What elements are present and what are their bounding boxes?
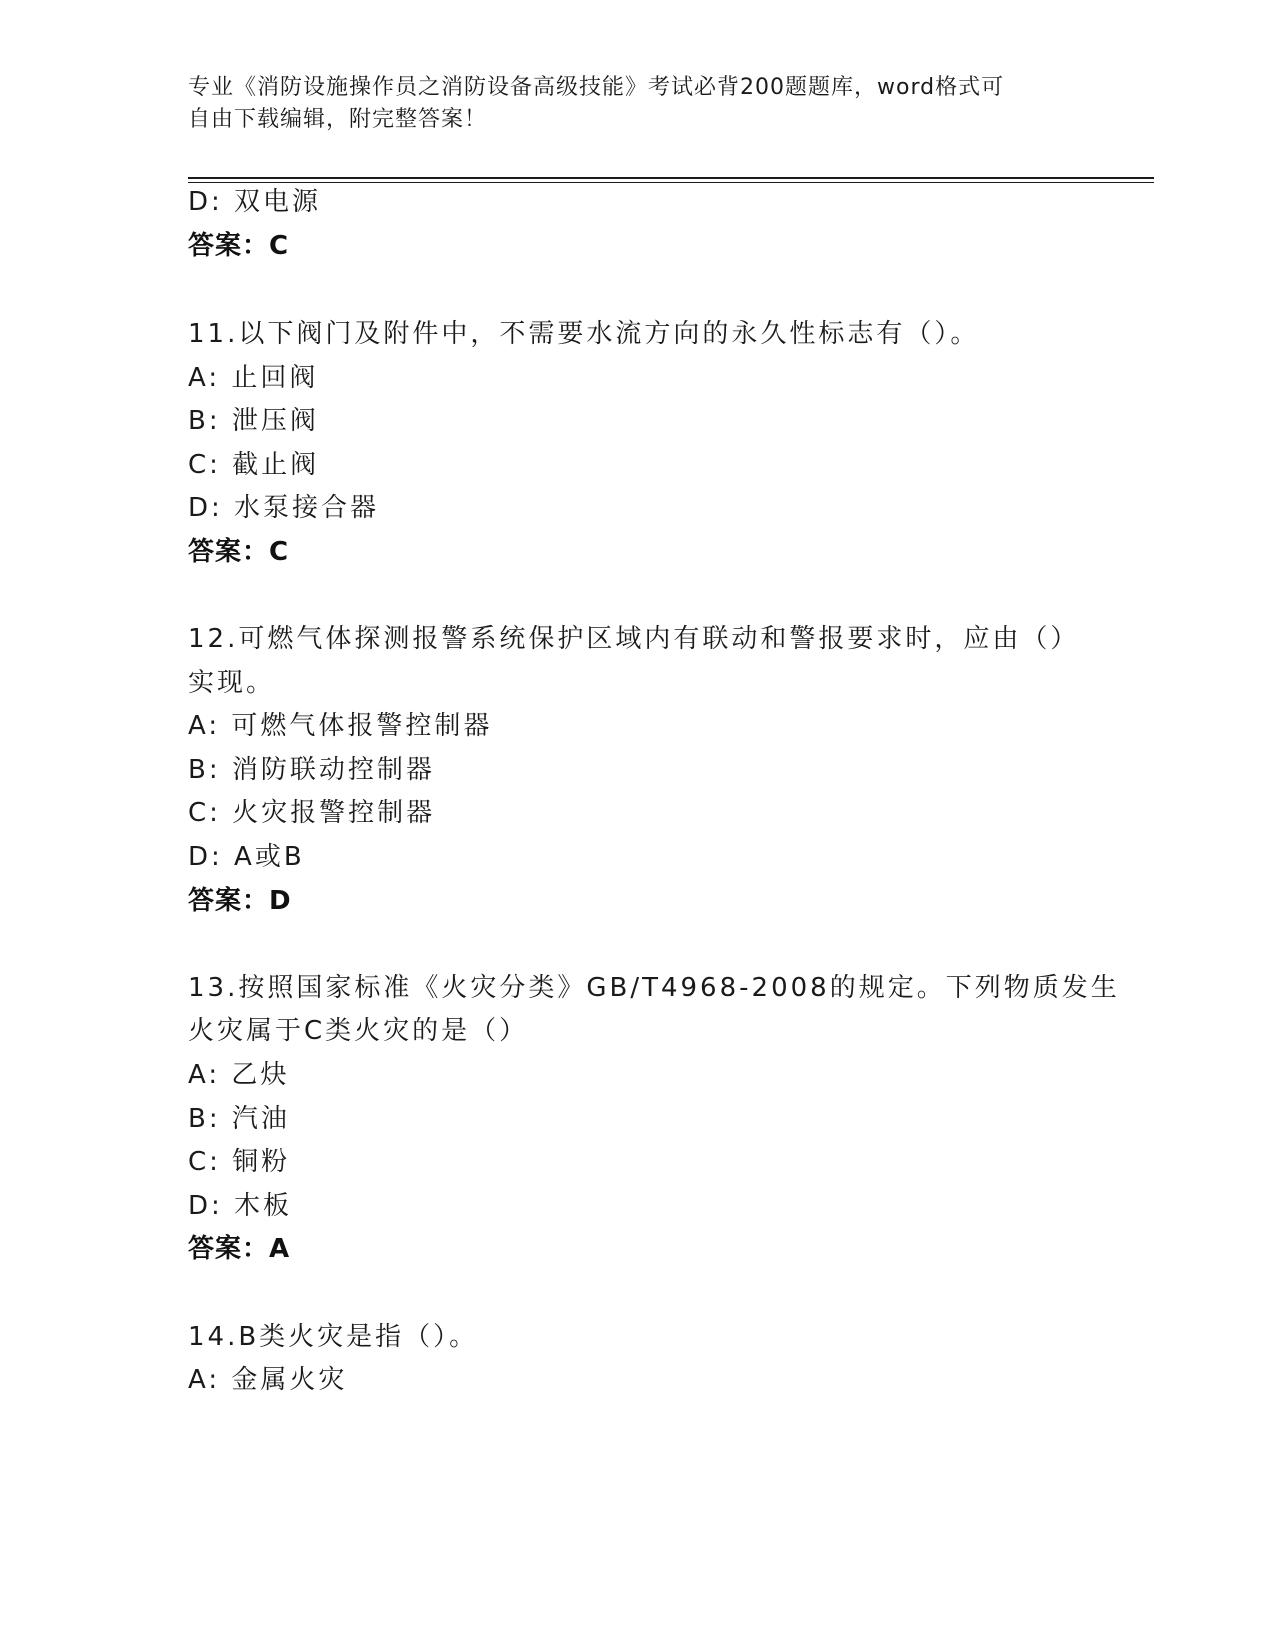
option-a: A: 金属火灾 <box>188 1365 348 1395</box>
document-header <box>188 72 1068 136</box>
option-c: C: 火灾报警控制器 <box>188 798 436 828</box>
question-stem: 11.以下阀门及附件中，不需要水流方向的永久性标志有（）。 <box>188 319 980 349</box>
header-divider-thin <box>188 182 1154 183</box>
answer-line: 答案：D <box>188 886 292 916</box>
header-line-1: 专业《消防设施操作员之消防设备高级技能》考试必背200题题库，word格式可 <box>188 75 1005 100</box>
header-line-2: 自由下载编辑，附完整答案！ <box>188 107 488 132</box>
question-stem: 13.按照国家标准《火灾分类》GB/T4968-2008的规定。下列物质发生 <box>188 973 1120 1003</box>
option-d: D: 木板 <box>188 1191 293 1221</box>
option-b: B: 消防联动控制器 <box>188 755 435 785</box>
option-a: A: 止回阀 <box>188 363 319 393</box>
option-c: C: 截止阀 <box>188 450 320 480</box>
option-a: A: 可燃气体报警控制器 <box>188 711 493 741</box>
option-c: C: 铜粉 <box>188 1147 291 1177</box>
answer-line: 答案：C <box>188 537 290 567</box>
option-a: A: 乙炔 <box>188 1060 290 1090</box>
question-stem: 14.B类火灾是指（）。 <box>188 1322 479 1352</box>
option-b: B: 泄压阀 <box>188 406 319 436</box>
header-divider-thick <box>188 177 1154 179</box>
option-d: D: 双电源 <box>188 187 322 217</box>
question-stem-continued: 火灾属于C类火灾的是（） <box>188 1016 529 1046</box>
question-stem-continued: 实现。 <box>188 668 276 698</box>
option-b: B: 汽油 <box>188 1104 290 1134</box>
answer-line: 答案：A <box>188 1234 291 1264</box>
answer-line: 答案：C <box>188 231 290 261</box>
option-d: D: 水泵接合器 <box>188 493 380 523</box>
option-d: D: A或B <box>188 842 305 872</box>
question-stem: 12.可燃气体探测报警系统保护区域内有联动和警报要求时，应由（） <box>188 624 1080 654</box>
